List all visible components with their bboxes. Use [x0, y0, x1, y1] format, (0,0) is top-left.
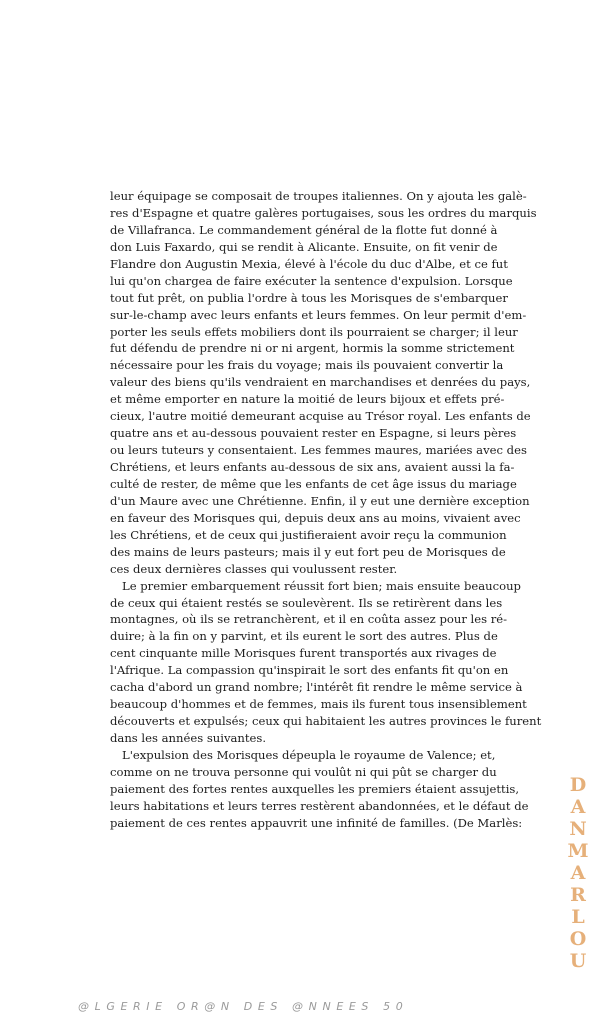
text-line: duire; à la fin on y parvint, et ils eurent le sort des autres. Plus de [110, 629, 498, 644]
watermark-letter: A [570, 796, 586, 818]
text-line: cent cinquante mille Morisques furent transportés aux rivages de [110, 646, 497, 661]
text-line: L'expulsion des Morisques dépeupla le royaume de Valence; et, [122, 747, 496, 762]
text-line: des mains de leurs pasteurs; mais il y eut fort peu de Morisques de [110, 544, 506, 559]
text-line: l'Afrique. La compassion qu'inspirait le sort des enfants fit qu'on en [110, 663, 509, 678]
footer-watermark: @LGERIE OR@N DES @NNEES 50 [78, 1000, 409, 1013]
watermark-letter: L [571, 906, 585, 928]
watermark-letter: R [570, 884, 586, 906]
watermark-letter: D [569, 774, 587, 796]
text-line: et même emporter en nature la moitié de leurs bijoux et effets pré- [110, 392, 505, 407]
text-line: fut défendu de prendre ni or ni argent, hormis la somme strictement [110, 341, 515, 356]
watermark-letter: U [569, 950, 587, 972]
watermark-letter: A [570, 862, 586, 884]
text-line: don Luis Faxardo, qui se rendit à Alicante. Ensuite, on fit venir de [110, 239, 498, 254]
text-line: de Villafranca. Le commandement général de la flotte fut donné à [110, 222, 498, 237]
text-line: paiement de ces rentes appauvrit une infinité de familles. (De Marlès: [110, 815, 523, 830]
text-line: cieux, l'autre moitié demeurant acquise au Trésor royal. Les enfants de [110, 409, 531, 424]
text-line: montagnes, où ils se retranchèrent, et il en coûta assez pour les ré- [110, 612, 508, 627]
text-line: leur équipage se composait de troupes italiennes. On y ajouta les galè- [110, 189, 527, 203]
text-line: les Chrétiens, et de ceux qui justifieraient avoir reçu la communion [110, 527, 507, 542]
text-line: comme on ne trouva personne qui voulût ni qui pût se charger du [110, 764, 497, 779]
text-line: beaucoup d'hommes et de femmes, mais ils furent tous insensiblement [110, 697, 527, 712]
text-line: res d'Espagne et quatre galères portugaises, sous les ordres du marquis [110, 205, 537, 220]
text-line: tout fut prêt, on publia l'ordre à tous les Morisques de s'embarquer [110, 290, 508, 305]
text-line: nécessaire pour les frais du voyage; mais ils pouvaient convertir la [110, 358, 504, 373]
text-line: ces deux dernières classes qui voulussent rester. [110, 561, 398, 576]
text-line: d'un Maure avec une Chrétienne. Enfin, il y eut une dernière exception [110, 493, 530, 508]
text-line: leurs habitations et leurs terres restèrent abandonnées, et le défaut de [110, 798, 529, 813]
text-line: paiement des fortes rentes auxquelles les premiers étaient assujettis, [110, 781, 520, 796]
text-line: lui qu'on chargea de faire exécuter la sentence d'expulsion. Lorsque [110, 273, 513, 288]
text-line: de ceux qui étaient restés se soulevèrent. Ils se retirèrent dans les [110, 595, 503, 610]
text-line: en faveur des Morisques qui, depuis deux ans au moins, vivaient avec [110, 510, 521, 525]
text-line: sur-le-champ avec leurs enfants et leurs femmes. On leur permit d'em- [110, 307, 527, 322]
text-line: cacha d'abord un grand nombre; l'intérêt fit rendre le même service à [110, 680, 523, 695]
text-line: Flandre don Augustin Mexia, élevé à l'école du duc d'Albe, et ce fut [110, 256, 508, 271]
watermark-letter: O [569, 928, 587, 950]
text-line: Le premier embarquement réussit fort bien; mais ensuite beaucoup [122, 578, 521, 593]
text-line: culté de rester, de même que les enfants de cet âge issus du mariage [110, 476, 517, 491]
body-text [110, 188, 542, 832]
text-line: valeur des biens qu'ils vendraient en marchandises et denrées du pays, [110, 375, 531, 390]
text-line: quatre ans et au-dessous pouvaient rester en Espagne, si leurs pères [110, 426, 517, 441]
text-line: ou leurs tuteurs y consentaient. Les femmes maures, mariées avec des [110, 443, 527, 458]
text-line: Chrétiens, et leurs enfants au-dessous de six ans, avaient aussi la fa- [110, 460, 515, 474]
watermark-letter: M [567, 840, 589, 862]
text-line: dans les années suivantes. [110, 731, 267, 745]
text-line: porter les seuls effets mobiliers dont ils pourraient se charger; il leur [110, 324, 518, 339]
text-line: découverts et expulsés; ceux qui habitaient les autres provinces le furent [110, 714, 542, 729]
watermark-letter: N [569, 818, 587, 840]
watermark-vertical [566, 774, 590, 972]
